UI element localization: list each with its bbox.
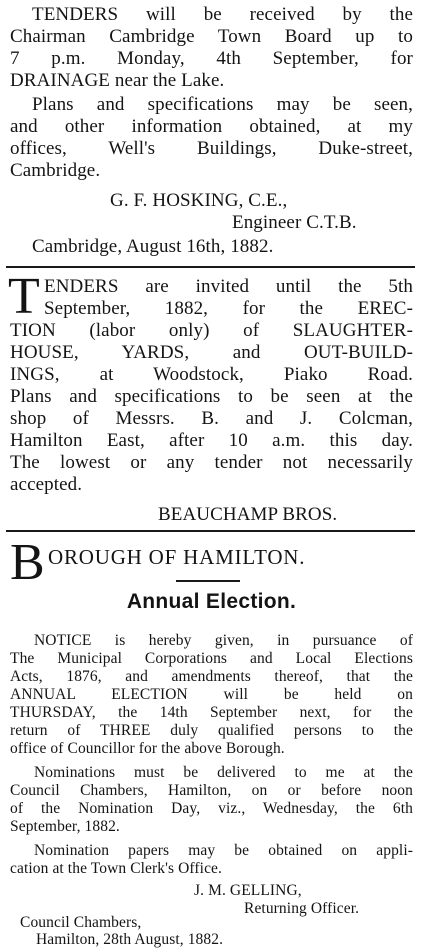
notice2-signature: BEAUCHAMP BROS. (158, 504, 338, 525)
notice2-line-9: The lowest or any tender not necessarily (10, 452, 413, 473)
notice1-line-4: DRAINAGE near the Lake. (10, 70, 225, 91)
notice2-dropcap: T (8, 268, 40, 325)
notice1-signature: G. F. HOSKING, C.E., (110, 190, 288, 211)
notice2-line-1: ENDERS are invited until the 5th (44, 276, 413, 297)
notice3-dateline: Hamilton, 28th August, 1882. (36, 931, 224, 948)
notice3-para3-line-2: cation at the Town Clerk's Office. (10, 860, 223, 877)
notice1-line-5: Plans and specifications may be seen, (32, 94, 413, 115)
notice1-line-3: 7 p.m. Monday, 4th September, for (10, 48, 413, 69)
notice3-header: OROUGH OF HAMILTON. (48, 545, 306, 569)
notice3-place: Council Chambers, (20, 914, 142, 931)
notice1-line-8: Cambridge. (10, 160, 101, 181)
notice3-para2-line-2: Council Chambers, Hamilton, on or before noon (10, 782, 413, 799)
notice3-para2-line-4: September, 1882. (10, 818, 120, 835)
header-short-rule (176, 580, 240, 582)
notice2-line-4: HOUSE, YARDS, and OUT-BUILD- (10, 342, 413, 363)
notice2-line-10: accepted. (10, 474, 83, 495)
notice1-line-1: TENDERS will be received by the (32, 4, 413, 25)
notice1-line-7: offices, Well's Buildings, Duke-street, (10, 138, 413, 159)
notice3-para3-line-1: Nomination papers may be obtained on appli- (34, 842, 413, 859)
notice3-para2-line-3: of the Nomination Day, viz., Wednesday, the 6th (10, 800, 413, 817)
notice3-para1-line-4: ANNUAL ELECTION will be held on (10, 686, 413, 703)
notice2-line-5: INGS, at Woodstock, Piako Road. (10, 364, 413, 385)
notice2-line-3: TION (labor only) of SLAUGHTER- (10, 320, 413, 341)
divider-rule (6, 266, 415, 268)
notice1-line-2: Chairman Cambridge Town Board up to (10, 26, 413, 47)
notice3-para1-line-3: Acts, 1876, and amendments thereof, that the (10, 668, 413, 685)
notice3-dropcap: B (10, 534, 45, 591)
notice2-line-6: Plans and specifications to be seen at the (10, 386, 413, 407)
notice3-signature: J. M. GELLING, (194, 882, 302, 899)
notice3-para1-line-5: THURSDAY, the 14th September next, for the (10, 704, 413, 721)
notice3-para1-line-7: office of Councillor for the above Borough. (10, 740, 285, 757)
notice3-heading: Annual Election. (126, 590, 297, 613)
notice3-para2-line-1: Nominations must be delivered to me at the (34, 764, 413, 781)
notice2-line-2: September, 1882, for the EREC- (44, 298, 413, 319)
notice1-signature-title: Engineer C.T.B. (232, 212, 357, 233)
notice3-signature-title: Returning Officer. (244, 900, 360, 917)
divider-rule (6, 530, 415, 532)
notice2-line-7: shop of Messrs. B. and J. Colcman, (10, 408, 413, 429)
notice1-dateline: Cambridge, August 16th, 1882. (32, 236, 274, 257)
notice3-para1-line-2: The Municipal Corporations and Local Elections (10, 650, 413, 667)
notice1-line-6: and other information obtained, at my (10, 116, 413, 137)
notice3-para1-line-1: NOTICE is hereby given, in pursuance of (34, 632, 413, 649)
notice2-line-8: Hamilton East, after 10 a.m. this day. (10, 430, 413, 451)
notice3-para1-line-6: return of THREE duly qualified persons to the (10, 722, 413, 739)
